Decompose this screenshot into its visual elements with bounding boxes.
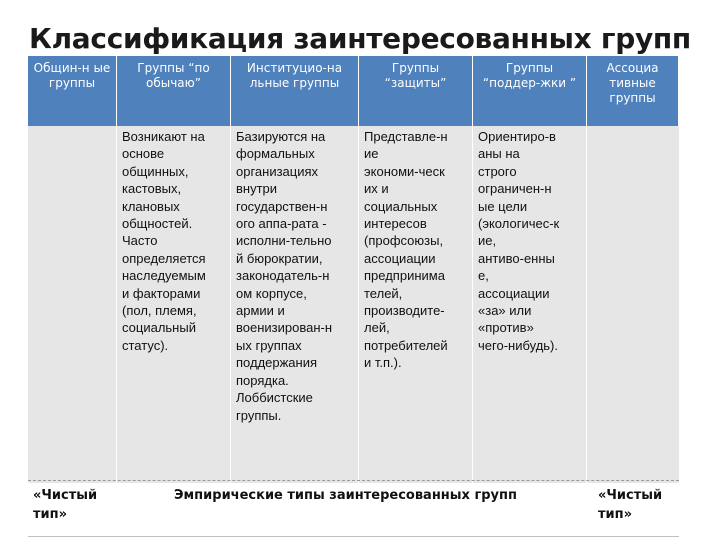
header-communal-groups: Общин-н ые группы bbox=[28, 56, 117, 126]
cell-institutional-groups: Базируются на формальных организациях внутри государствен-н ого аппа-рата - исполни-тельно й бюрократии, законодатель-н ом корпусе, армии и военизирован-н ых группах поддержания порядка. Лоббистские группы. bbox=[231, 126, 359, 483]
footer-empirical-types: Эмпирические типы заинтересованных групп bbox=[174, 488, 517, 503]
dashed-divider bbox=[28, 480, 679, 481]
header-protection-groups: Группы “защиты” bbox=[359, 56, 473, 126]
header-customary-groups: Группы “по обычаю” bbox=[117, 56, 231, 126]
cell-protection-groups: Представле-н ие экономи-ческ их и социальных интересов (профсоюзы, ассоциации предпринима телей, производите- лей, потребителей и т.п.). bbox=[359, 126, 473, 483]
classification-table bbox=[28, 56, 679, 483]
footer-pure-type-right: «Чистый тип» bbox=[598, 488, 663, 522]
cell-associative-groups bbox=[587, 126, 679, 483]
header-associative-groups: Ассоциа тивные группы bbox=[587, 56, 679, 126]
bottom-divider bbox=[28, 536, 679, 537]
header-support-groups: Группы “поддер-жки ” bbox=[473, 56, 587, 126]
header-institutional-groups: Институцио-на льные группы bbox=[231, 56, 359, 126]
cell-communal-groups bbox=[28, 126, 117, 483]
slide-title: Классификация заинтересованных групп bbox=[29, 22, 691, 55]
footer-pure-type-left: «Чистый тип» bbox=[33, 488, 98, 522]
cell-customary-groups: Возникают на основе общинных, кастовых, клановых общностей. Часто определяется наследуемым и факторами (пол, племя, социальный статус). bbox=[117, 126, 231, 483]
cell-support-groups: Ориентиро-в аны на строго ограничен-н ые цели (экологичес-к ие, антиво-енны е, ассоциации «за» или «против» чего-нибудь). bbox=[473, 126, 587, 483]
